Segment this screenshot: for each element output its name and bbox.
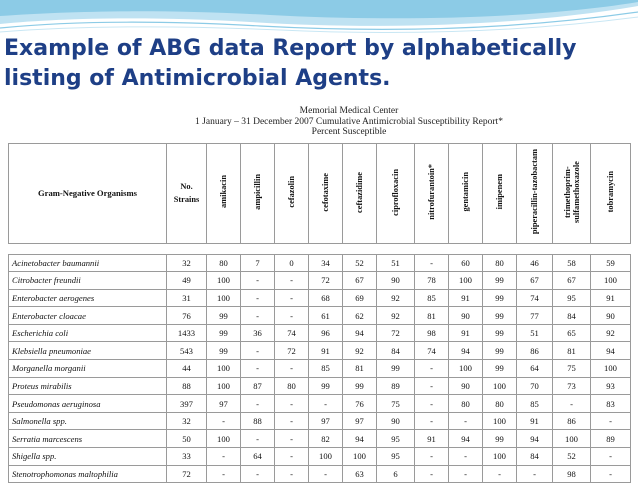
susceptibility-cell: 99 (483, 307, 517, 325)
strain-count-cell: 32 (167, 412, 207, 430)
susceptibility-cell: 82 (309, 430, 343, 448)
susceptibility-cell: 67 (517, 272, 553, 290)
susceptibility-cell: 91 (415, 430, 449, 448)
organism-name-cell: Acinetobacter baumannii (9, 254, 167, 272)
susceptibility-cell: 78 (415, 272, 449, 290)
susceptibility-cell: 51 (377, 254, 415, 272)
susceptibility-cell: - (241, 342, 275, 360)
susceptibility-cell: 80 (275, 377, 309, 395)
susceptibility-cell: - (207, 412, 241, 430)
susceptibility-cell: - (275, 289, 309, 307)
strain-count-cell: 397 (167, 395, 207, 413)
susceptibility-cell: 90 (591, 307, 631, 325)
agent-column-header: cefotaxime (309, 143, 343, 243)
susceptibility-cell: 84 (377, 342, 415, 360)
susceptibility-cell: - (241, 289, 275, 307)
susceptibility-cell: 74 (275, 324, 309, 342)
susceptibility-cell: - (241, 272, 275, 290)
susceptibility-cell: 46 (517, 254, 553, 272)
agent-column-header: imipenem (483, 143, 517, 243)
susceptibility-cell: - (517, 465, 553, 483)
susceptibility-cell: - (309, 465, 343, 483)
susceptibility-cell: 100 (449, 272, 483, 290)
susceptibility-cell: 99 (207, 324, 241, 342)
susceptibility-cell: 90 (449, 377, 483, 395)
agent-column-header: amikacin (207, 143, 241, 243)
susceptibility-cell: 76 (343, 395, 377, 413)
susceptibility-cell: 92 (343, 342, 377, 360)
susceptibility-cell: 99 (377, 360, 415, 378)
susceptibility-cell: 100 (207, 360, 241, 378)
report-period: 1 January – 31 December 2007 Cumulative Antimicrobial Susceptibility Report* (68, 117, 630, 128)
susceptibility-cell: 94 (591, 342, 631, 360)
susceptibility-cell: 98 (415, 324, 449, 342)
susceptibility-cell: - (241, 360, 275, 378)
susceptibility-table (8, 143, 631, 483)
susceptibility-cell: 36 (241, 324, 275, 342)
susceptibility-cell: 67 (343, 272, 377, 290)
susceptibility-cell: 94 (449, 430, 483, 448)
susceptibility-cell: 84 (553, 307, 591, 325)
susceptibility-cell: 90 (377, 412, 415, 430)
susceptibility-cell: 100 (309, 448, 343, 466)
susceptibility-cell: 100 (591, 360, 631, 378)
susceptibility-cell: 70 (517, 377, 553, 395)
susceptibility-cell: 75 (553, 360, 591, 378)
susceptibility-cell: - (591, 448, 631, 466)
table-row (9, 360, 631, 378)
susceptibility-cell: 89 (591, 430, 631, 448)
agent-column-header: nitrofurantoin* (415, 143, 449, 243)
susceptibility-cell: 91 (309, 342, 343, 360)
organism-name-cell: Pseudomonas aeruginosa (9, 395, 167, 413)
strain-count-cell: 31 (167, 289, 207, 307)
susceptibility-cell: 81 (415, 307, 449, 325)
strain-count-cell: 32 (167, 254, 207, 272)
organism-name-cell: Stenotrophomonas maltophilia (9, 465, 167, 483)
susceptibility-cell: 94 (343, 324, 377, 342)
susceptibility-cell: 91 (449, 289, 483, 307)
susceptibility-cell: - (449, 465, 483, 483)
susceptibility-cell: - (415, 377, 449, 395)
susceptibility-cell: 100 (207, 377, 241, 395)
organism-name-cell: Proteus mirabilis (9, 377, 167, 395)
susceptibility-cell: 72 (377, 324, 415, 342)
susceptibility-cell: 100 (553, 430, 591, 448)
susceptibility-cell: 60 (449, 254, 483, 272)
susceptibility-cell: 0 (275, 254, 309, 272)
strain-count-cell: 44 (167, 360, 207, 378)
susceptibility-cell: - (309, 395, 343, 413)
susceptibility-cell: - (207, 448, 241, 466)
susceptibility-cell: - (275, 448, 309, 466)
susceptibility-cell: 92 (377, 307, 415, 325)
susceptibility-cell: - (275, 412, 309, 430)
slide-title-line-1: Example of ABG data Report by alphabetically (4, 36, 577, 61)
susceptibility-cell: 91 (449, 324, 483, 342)
susceptibility-cell: - (449, 448, 483, 466)
susceptibility-report (8, 106, 630, 483)
agent-column-header: ceftazidime (343, 143, 377, 243)
susceptibility-cell: - (241, 430, 275, 448)
susceptibility-cell: 100 (483, 448, 517, 466)
agent-column-header: trimethoprim-sulfamethoxazole (553, 143, 591, 243)
susceptibility-cell: 6 (377, 465, 415, 483)
organism-name-cell: Morganella morganii (9, 360, 167, 378)
susceptibility-cell: 100 (591, 272, 631, 290)
susceptibility-cell: - (275, 272, 309, 290)
organism-name-cell: Klebsiella pneumoniae (9, 342, 167, 360)
susceptibility-cell: 99 (483, 272, 517, 290)
strain-count-cell: 88 (167, 377, 207, 395)
table-row (9, 395, 631, 413)
susceptibility-cell: 92 (591, 324, 631, 342)
susceptibility-cell: - (449, 412, 483, 430)
susceptibility-cell: 90 (377, 272, 415, 290)
susceptibility-cell: 91 (517, 412, 553, 430)
susceptibility-cell: 97 (343, 412, 377, 430)
susceptibility-cell: 73 (553, 377, 591, 395)
slide-title-line-2: listing of Antimicrobial Agents. (4, 66, 391, 91)
table-row (9, 289, 631, 307)
susceptibility-cell: 68 (309, 289, 343, 307)
susceptibility-cell: 91 (591, 289, 631, 307)
susceptibility-cell: 94 (449, 342, 483, 360)
susceptibility-cell: - (241, 307, 275, 325)
susceptibility-cell: 99 (207, 342, 241, 360)
susceptibility-cell: - (591, 412, 631, 430)
susceptibility-cell: 88 (241, 412, 275, 430)
organism-name-cell: Serratia marcescens (9, 430, 167, 448)
susceptibility-cell: 94 (343, 430, 377, 448)
susceptibility-cell: 99 (483, 430, 517, 448)
strain-count-cell: 33 (167, 448, 207, 466)
strains-header-line-2: Strains (174, 195, 200, 204)
strain-count-cell: 76 (167, 307, 207, 325)
agent-column-header: gentamicin (449, 143, 483, 243)
table-row (9, 377, 631, 395)
susceptibility-cell: 99 (483, 342, 517, 360)
susceptibility-cell: 84 (517, 448, 553, 466)
agent-column-header: ciprofloxacin (377, 143, 415, 243)
susceptibility-cell: 93 (591, 377, 631, 395)
table-header-row (9, 143, 631, 243)
organism-name-cell: Shigella spp. (9, 448, 167, 466)
susceptibility-cell: - (415, 360, 449, 378)
susceptibility-cell: 100 (449, 360, 483, 378)
organism-column-header: Gram-Negative Organisms (9, 143, 167, 243)
susceptibility-cell: - (483, 465, 517, 483)
susceptibility-cell: - (415, 254, 449, 272)
susceptibility-cell: - (207, 465, 241, 483)
susceptibility-cell: 59 (591, 254, 631, 272)
table-row (9, 324, 631, 342)
susceptibility-cell: 98 (553, 465, 591, 483)
susceptibility-cell: 62 (343, 307, 377, 325)
susceptibility-cell: - (415, 395, 449, 413)
susceptibility-cell: 85 (309, 360, 343, 378)
susceptibility-cell: 52 (343, 254, 377, 272)
susceptibility-cell: 61 (309, 307, 343, 325)
strain-count-cell: 49 (167, 272, 207, 290)
susceptibility-cell: 100 (483, 377, 517, 395)
susceptibility-cell: 97 (207, 395, 241, 413)
susceptibility-cell: 77 (517, 307, 553, 325)
susceptibility-cell: 65 (553, 324, 591, 342)
table-row (9, 307, 631, 325)
susceptibility-cell: 100 (207, 289, 241, 307)
susceptibility-cell: 100 (207, 430, 241, 448)
organism-name-cell: Salmonella spp. (9, 412, 167, 430)
susceptibility-cell: 95 (377, 448, 415, 466)
susceptibility-cell: 86 (517, 342, 553, 360)
organism-name-cell: Enterobacter cloacae (9, 307, 167, 325)
strain-count-cell: 50 (167, 430, 207, 448)
susceptibility-cell: 80 (207, 254, 241, 272)
susceptibility-cell: 85 (415, 289, 449, 307)
susceptibility-cell: - (591, 465, 631, 483)
susceptibility-cell: 72 (309, 272, 343, 290)
susceptibility-cell: 85 (517, 395, 553, 413)
susceptibility-cell: 97 (309, 412, 343, 430)
susceptibility-cell: 92 (377, 289, 415, 307)
agent-column-header: tobramycin (591, 143, 631, 243)
susceptibility-cell: 72 (275, 342, 309, 360)
susceptibility-cell: 86 (553, 412, 591, 430)
report-institution: Memorial Medical Center (68, 106, 630, 117)
susceptibility-cell: 80 (449, 395, 483, 413)
susceptibility-cell: 64 (241, 448, 275, 466)
susceptibility-cell: 87 (241, 377, 275, 395)
susceptibility-cell: 52 (553, 448, 591, 466)
susceptibility-cell: 94 (517, 430, 553, 448)
susceptibility-cell: - (275, 395, 309, 413)
susceptibility-cell: - (553, 395, 591, 413)
susceptibility-cell: 95 (377, 430, 415, 448)
susceptibility-cell: 90 (449, 307, 483, 325)
susceptibility-cell: 99 (483, 360, 517, 378)
susceptibility-cell: - (415, 448, 449, 466)
slide-title (4, 34, 634, 94)
header-spacer-row (9, 243, 631, 254)
susceptibility-cell: - (275, 360, 309, 378)
susceptibility-cell: 51 (517, 324, 553, 342)
susceptibility-cell: 89 (377, 377, 415, 395)
susceptibility-cell: 34 (309, 254, 343, 272)
susceptibility-cell: 99 (483, 324, 517, 342)
strain-count-cell: 1433 (167, 324, 207, 342)
susceptibility-cell: - (241, 465, 275, 483)
table-row (9, 430, 631, 448)
agent-column-header: ampicillin (241, 143, 275, 243)
susceptibility-cell: - (241, 395, 275, 413)
susceptibility-cell: 96 (309, 324, 343, 342)
susceptibility-cell: 69 (343, 289, 377, 307)
table-row (9, 448, 631, 466)
table-row (9, 465, 631, 483)
susceptibility-cell: 80 (483, 395, 517, 413)
table-row (9, 254, 631, 272)
susceptibility-cell: 7 (241, 254, 275, 272)
susceptibility-cell: 95 (553, 289, 591, 307)
susceptibility-cell: 67 (553, 272, 591, 290)
susceptibility-cell: 80 (483, 254, 517, 272)
susceptibility-cell: 64 (517, 360, 553, 378)
susceptibility-cell: 81 (343, 360, 377, 378)
report-measure: Percent Susceptible (68, 127, 630, 138)
strains-column-header (167, 143, 207, 243)
organism-name-cell: Citrobacter freundii (9, 272, 167, 290)
susceptibility-cell: 74 (415, 342, 449, 360)
susceptibility-cell: 100 (207, 272, 241, 290)
strains-header-line-1: No. (180, 182, 192, 191)
strain-count-cell: 543 (167, 342, 207, 360)
susceptibility-cell: - (275, 307, 309, 325)
table-body (9, 254, 631, 483)
susceptibility-cell: 75 (377, 395, 415, 413)
susceptibility-cell: - (415, 412, 449, 430)
susceptibility-cell: 74 (517, 289, 553, 307)
susceptibility-cell: 100 (343, 448, 377, 466)
susceptibility-cell: 83 (591, 395, 631, 413)
susceptibility-cell: - (275, 465, 309, 483)
agent-column-header: piperacillin-tazobactam (517, 143, 553, 243)
table-row (9, 272, 631, 290)
organism-name-cell: Escherichia coli (9, 324, 167, 342)
susceptibility-cell: 81 (553, 342, 591, 360)
susceptibility-cell: 99 (309, 377, 343, 395)
strain-count-cell: 72 (167, 465, 207, 483)
susceptibility-cell: 100 (483, 412, 517, 430)
agent-column-header: cefazolin (275, 143, 309, 243)
susceptibility-cell: 63 (343, 465, 377, 483)
report-header (68, 106, 630, 138)
susceptibility-cell: - (275, 430, 309, 448)
susceptibility-cell: 99 (207, 307, 241, 325)
organism-name-cell: Enterobacter aerogenes (9, 289, 167, 307)
susceptibility-cell: - (415, 465, 449, 483)
susceptibility-cell: 58 (553, 254, 591, 272)
susceptibility-cell: 99 (483, 289, 517, 307)
susceptibility-cell: 99 (343, 377, 377, 395)
table-row (9, 342, 631, 360)
table-row (9, 412, 631, 430)
